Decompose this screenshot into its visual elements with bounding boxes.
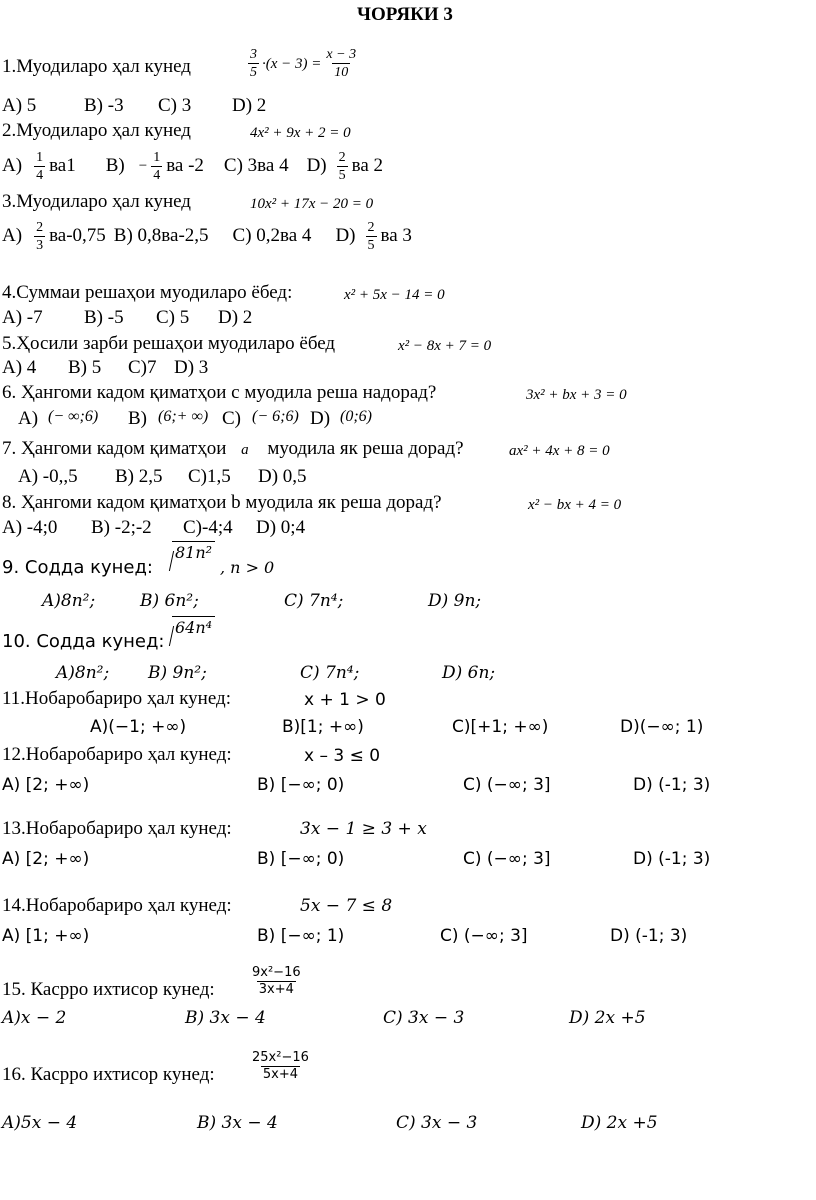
q2-a-num: 1	[36, 149, 44, 165]
q5-answer-c: C)7	[128, 357, 157, 378]
q3-d-label: D)	[335, 225, 356, 246]
q11-answer-a: A)(−1; +∞)	[90, 717, 187, 737]
q3-text: 3.Муодиларо ҳал кунед	[2, 191, 191, 212]
q10-text: 10. Содда кунед:	[2, 631, 165, 652]
q3-d-num: 2	[367, 219, 375, 235]
q6-c-value: (− 6;6)	[252, 408, 299, 425]
q9-radicand: 81n²	[172, 541, 215, 564]
q12-answer-b: B) [−∞; 0)	[257, 775, 345, 795]
q10-radicand: 64n⁴	[172, 616, 215, 639]
q1-frac2-num: x − 3	[326, 47, 357, 62]
q10-answer-d: D) 6n;	[442, 663, 496, 683]
q14-answer-a: A) [1; +∞)	[2, 926, 90, 946]
q2-d-den: 5	[338, 167, 346, 183]
q5-answer-d: D) 3	[174, 357, 209, 378]
q3-d-tail: ва 3	[380, 225, 412, 246]
q7-text	[2, 438, 464, 461]
q8-answer-c: C)-4;4	[183, 517, 233, 538]
q2-a-label: A)	[2, 155, 23, 176]
q4-answer-b: B) -5	[84, 307, 124, 328]
q16-answer-a: A)5x − 4	[2, 1113, 78, 1133]
q2-equation: 4x² + 9x + 2 = 0	[250, 125, 351, 141]
q6-equation: 3x² + bx + 3 = 0	[526, 387, 627, 403]
q1-eq-middle: ·(x − 3) =	[262, 55, 322, 72]
q5-answer-a: A) 4	[2, 357, 37, 378]
q13-answer-b: B) [−∞; 0)	[257, 849, 345, 869]
q2-d-num: 2	[338, 149, 346, 165]
q13-answer-d: D) (-1; 3)	[633, 849, 711, 869]
q16-denominator: 5x+4	[262, 1067, 299, 1082]
q15-answer-b: B) 3x − 4	[185, 1008, 266, 1028]
q13-text: 13.Нобаробариро ҳал кунед:	[2, 818, 232, 839]
q3-equation: 10x² + 17x − 20 = 0	[250, 196, 374, 212]
q2-b-sign: −	[138, 158, 148, 174]
q10-answer-c: C) 7n⁴;	[300, 663, 360, 683]
q3-c: C) 0,2ва 4	[232, 225, 312, 246]
q1-answer-a: A) 5	[2, 95, 37, 116]
q10-answer-b: B) 9n²;	[148, 663, 207, 683]
q7-text-part2: муодила як реша дорад?	[267, 438, 464, 459]
q11-answer-d: D)(−∞; 1)	[620, 717, 704, 737]
q11-answer-b: B)[1; +∞)	[282, 717, 364, 737]
q1-answer-d: D) 2	[232, 95, 267, 116]
q14-answer-d: D) (-1; 3)	[610, 926, 688, 946]
q6-c-label: C)	[222, 408, 241, 429]
q9-radical	[160, 541, 215, 564]
q15-answer-d: D) 2x +5	[569, 1008, 646, 1028]
q3-a-label: A)	[2, 225, 23, 246]
q6-d-value: (0;6)	[340, 408, 372, 425]
q16-answer-d: D) 2x +5	[581, 1113, 658, 1133]
q1-frac1-num: 3	[250, 47, 257, 62]
q16-fraction	[250, 1050, 311, 1083]
q6-d-label: D)	[310, 408, 331, 429]
q1-equation	[248, 46, 358, 81]
q2-text: 2.Муодиларо ҳал кунед	[2, 120, 191, 141]
q2-answers	[2, 146, 383, 186]
q3-b: B) 0,8ва-2,5	[113, 225, 209, 246]
q3-a-num: 2	[36, 219, 44, 235]
page-title: ЧОРЯКИ 3	[357, 4, 453, 25]
q16-answer-c: C) 3x − 3	[396, 1113, 478, 1133]
q10-radical	[160, 616, 215, 639]
q2-b-label: B)	[105, 155, 125, 176]
q7-answer-b: B) 2,5	[115, 466, 163, 487]
q2-d-tail: ва 2	[351, 155, 384, 176]
q13-answer-c: C) (−∞; 3]	[463, 849, 551, 869]
q9-text: 9. Содда кунед:	[2, 557, 153, 578]
q3-d-den: 5	[367, 237, 375, 253]
q1-frac2-den: 10	[334, 65, 349, 80]
q7-variable: a	[241, 442, 249, 458]
q4-answer-d: D) 2	[218, 307, 253, 328]
q9-answer-a: A)8n²;	[42, 591, 96, 611]
q12-answer-c: C) (−∞; 3]	[463, 775, 551, 795]
q2-d-label: D)	[306, 155, 327, 176]
q2-b-tail: ва -2	[166, 155, 204, 176]
q1-answer-c: C) 3	[158, 95, 192, 116]
q2-a-tail: ва1	[49, 155, 76, 176]
q3-a-den: 3	[36, 237, 44, 253]
q9-condition: , n > 0	[220, 558, 275, 577]
q2-a-den: 4	[36, 167, 44, 183]
q5-equation: x² − 8x + 7 = 0	[398, 338, 492, 354]
q6-a-label: A)	[18, 408, 39, 429]
q15-denominator: 3x+4	[258, 982, 294, 997]
q8-answer-b: B) -2;-2	[91, 517, 152, 538]
q10-answer-a: A)8n²;	[56, 663, 110, 683]
q8-equation: x² − bx + 4 = 0	[528, 497, 622, 513]
q5-answer-b: B) 5	[68, 357, 102, 378]
q13-inequality: 3x − 1 ≥ 3 + x	[300, 819, 427, 839]
q9-answer-b: B) 6n²;	[140, 591, 199, 611]
q9-answer-c: C) 7n⁴;	[284, 591, 344, 611]
q4-equation: x² + 5x − 14 = 0	[344, 287, 445, 303]
q15-answer-c: C) 3x − 3	[383, 1008, 465, 1028]
q16-text: 16. Касрро ихтисор кунед:	[2, 1064, 215, 1085]
q5-text: 5.Ҳосили зарби решаҳои муодиларо ёбед	[2, 333, 336, 354]
q4-text: 4.Суммаи решаҳои муодиларо ёбед:	[2, 282, 293, 303]
q6-a-value: (− ∞;6)	[48, 408, 99, 425]
q14-inequality: 5x − 7 ≤ 8	[300, 896, 393, 916]
q12-text: 12.Нобаробариро ҳал кунед:	[2, 744, 232, 765]
q13-answer-a: A) [2; +∞)	[2, 849, 90, 869]
q1-answer-b: B) -3	[84, 95, 124, 116]
q15-numerator: 9x²−16	[252, 965, 301, 980]
q11-answer-c: C)[+1; +∞)	[452, 717, 549, 737]
q12-inequality: x – 3 ≤ 0	[304, 746, 381, 766]
q4-answer-a: A) -7	[2, 307, 43, 328]
q7-answer-a: A) -0,,5	[18, 466, 78, 487]
q15-fraction	[250, 965, 303, 998]
q15-text: 15. Касрро ихтисор кунед:	[2, 979, 215, 1000]
q12-answer-a: A) [2; +∞)	[2, 775, 90, 795]
q11-inequality: x + 1 > 0	[304, 690, 386, 710]
q6-text: 6. Ҳангоми кадом қиматҳои c муодила реша надорад?	[2, 382, 437, 403]
q3-answers	[2, 216, 412, 256]
q2-b-num: 1	[153, 149, 161, 165]
q14-text: 14.Нобаробариро ҳал кунед:	[2, 895, 232, 916]
q7-answer-c: C)1,5	[188, 466, 231, 487]
q1-text: 1.Муодиларо ҳал кунед	[2, 56, 191, 77]
q1-frac1-den: 5	[250, 65, 257, 80]
q12-answer-d: D) (-1; 3)	[633, 775, 711, 795]
q7-equation: ax² + 4x + 8 = 0	[509, 443, 610, 459]
q3-a-tail: ва-0,75	[49, 225, 106, 246]
q14-answer-c: C) (−∞; 3]	[440, 926, 528, 946]
q11-text: 11.Нобаробариро ҳал кунед:	[2, 688, 231, 709]
q2-b-den: 4	[153, 167, 161, 183]
q15-answer-a: A)x − 2	[2, 1008, 67, 1028]
q16-numerator: 25x²−16	[252, 1050, 309, 1065]
q7-text-part1: 7. Ҳангоми кадом қиматҳои	[2, 438, 227, 459]
q8-answer-a: A) -4;0	[2, 517, 58, 538]
q6-b-label: B)	[128, 408, 147, 429]
q14-answer-b: B) [−∞; 1)	[257, 926, 345, 946]
q16-answer-b: B) 3x − 4	[197, 1113, 278, 1133]
q7-answer-d: D) 0,5	[258, 466, 307, 487]
q9-answer-d: D) 9n;	[428, 591, 482, 611]
q4-answer-c: C) 5	[156, 307, 190, 328]
q8-text: 8. Ҳангоми кадом қиматҳои b муодила як реша дорад?	[2, 492, 442, 513]
q2-c: C) 3ва 4	[223, 155, 289, 176]
q8-answer-d: D) 0;4	[256, 517, 306, 538]
q6-b-value: (6;+ ∞)	[158, 408, 209, 425]
